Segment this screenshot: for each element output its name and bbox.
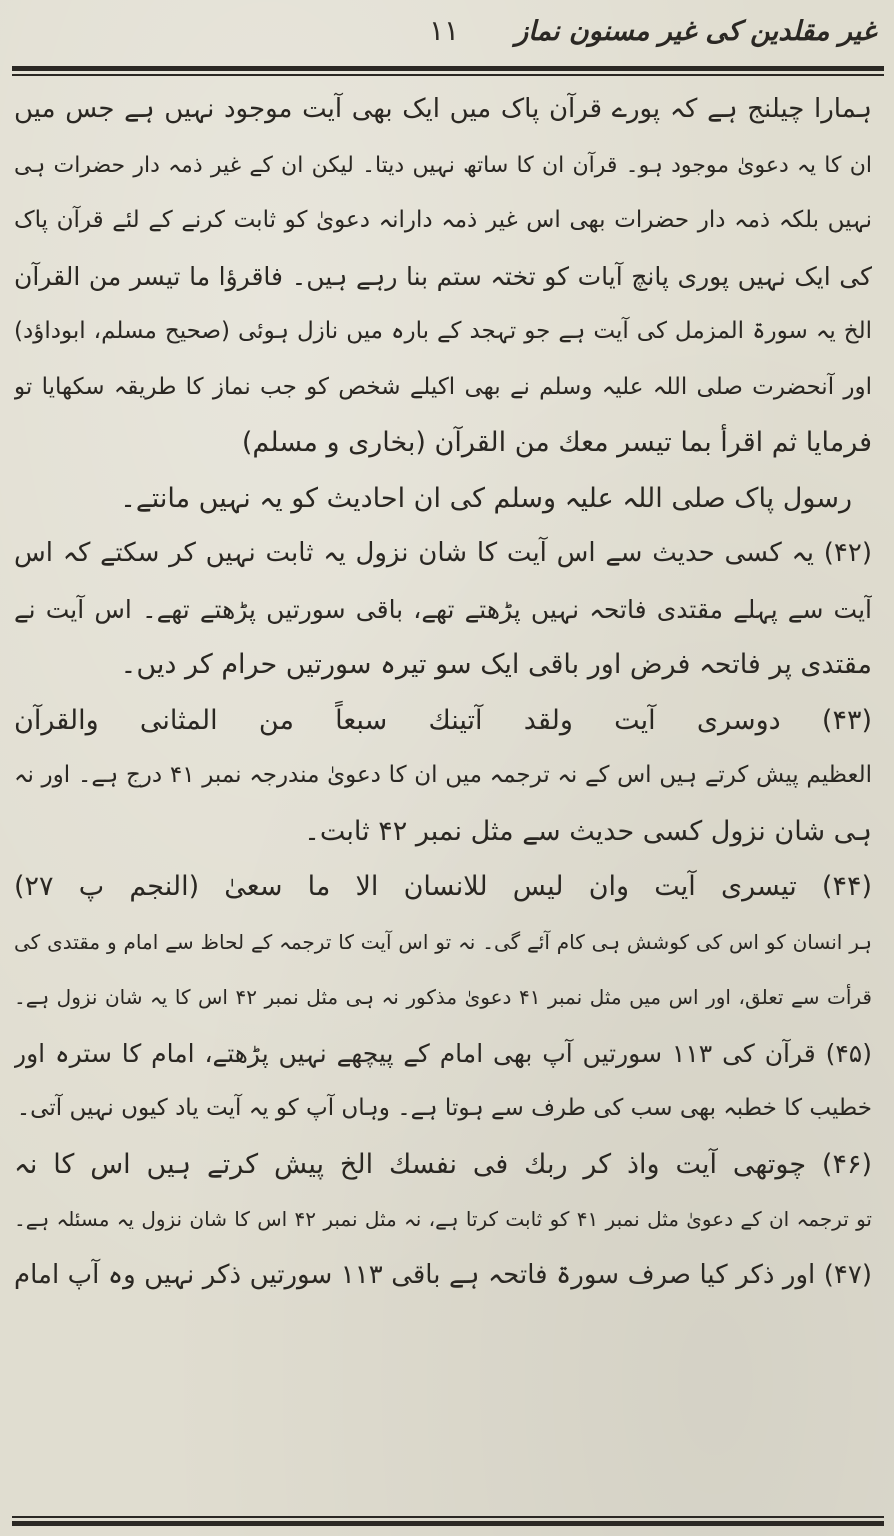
footer-rule-thick <box>12 1521 884 1526</box>
text-line: آیت سے پہلے مقتدی فاتحہ نہیں پڑھتے تھے، باقی سورتیں پڑھتے تھے۔ اس آیت نے <box>14 594 872 624</box>
text-line: العظیم پیش کرتے ہیں اس کے نہ ترجمہ میں ان کا دعویٰ مندرجہ نمبر ۴۱ درج ہے۔ اور نہ <box>14 762 872 788</box>
text-line: فرمایا ثم اقرأ بما تیسر معك من القرآن (بخاری و مسلم) <box>241 427 872 458</box>
text-line: قرأت سے تعلق، اور اس میں مثل نمبر ۴۱ دعویٰ مذکور نہ ہی مثل نمبر ۴۲ اس کا یہ شان نزول ہے۔ <box>14 985 872 1009</box>
body-text <box>14 82 872 1512</box>
text-line: اور آنحضرت صلی اللہ علیہ وسلم نے بھی اکیلے شخص کو جب نماز کا طریقہ سکھایا تو <box>14 373 872 400</box>
text-line: الخ یہ سورۃ المزمل کی آیت ہے جو تہجد کے بارہ میں نازل ہوئی (صحیح مسلم، ابوداؤد) <box>14 318 872 344</box>
text-line: ہر انسان کو اس کی کوشش ہی کام آئے گی۔ نہ تو اس آیت کا ترجمہ کے لحاظ سے امام و مقتدی کی <box>14 929 872 954</box>
text-line: خطیب کا خطبہ بھی سب کی طرف سے ہوتا ہے۔ وہاں آپ کو یہ آیت یاد کیوں نہیں آتی۔ <box>16 1095 872 1121</box>
footer-rule-thin <box>12 1516 884 1518</box>
text-line: ہمارا چیلنج ہے کہ پورے قرآن پاک میں ایک بھی آیت موجود نہیں ہے جس میں <box>14 94 872 124</box>
text-line: (۴۶) چوتھی آیت واذ کر ربك فی نفسك الخ پیش کرتے ہیں اس کا نہ <box>14 1148 872 1180</box>
running-title: غیر مقلدین کی غیر مسنون نماز <box>515 16 876 47</box>
text-line: رسول پاک صلی اللہ علیہ وسلم کی ان احادیث کو یہ نہیں مانتے۔ <box>120 482 852 514</box>
header-rule-thick <box>12 66 884 71</box>
text-line: ہی شان نزول کسی حدیث سے مثل نمبر ۴۲ ثابت۔ <box>304 815 872 847</box>
text-line: (۴۵) قرآن کی ۱۱۳ سورتیں آپ بھی امام کے پیچھے نہیں پڑھتے، امام کا سترہ اور <box>14 1038 872 1068</box>
header-rule-thin <box>12 74 884 76</box>
text-line: کی ایک نہیں پوری پانچ آیات کو تختہ ستم بنا رہے ہیں۔ فاقرؤا ما تیسر من القرآن <box>14 261 872 291</box>
text-line: (۴۴) تیسری آیت وان لیس للانسان الا ما سعیٰ (النجم پ ۲۷) <box>14 871 872 902</box>
text-line: (۴۲) یہ کسی حدیث سے اس آیت کا شان نزول یہ ثابت نہیں کر سکتے کہ اس <box>14 538 872 568</box>
text-line: تو ترجمہ ان کے دعویٰ مثل نمبر ۴۱ کو ثابت کرتا ہے، نہ مثل نمبر ۴۲ اس کا شان نزول یہ مسئلہ ہے۔ <box>14 1207 872 1231</box>
text-line: نہیں بلکہ ذمہ دار حضرات بھی اس غیر ذمہ دارانہ دعویٰ کو ثابت کرنے کے لئے قرآن پاک <box>14 207 872 233</box>
page-number: ۱۱ <box>429 14 460 47</box>
page-header <box>24 14 876 58</box>
text-line: مقتدی پر فاتحہ فرض اور باقی ایک سو تیرہ سورتیں حرام کر دیں۔ <box>120 649 872 680</box>
text-line: (۴۷) اور ذکر کیا صرف سورۃ فاتحہ ہے باقی ۱۱۳ سورتیں ذکر نہیں وہ آپ امام <box>14 1259 872 1290</box>
text-line: (۴۳) دوسری آیت ولقد آتینك سبعاً من المثانی والقرآن <box>14 704 872 736</box>
text-line: ان کا یہ دعویٰ موجود ہو۔ قرآن ان کا ساتھ نہیں دیتا۔ لیکن ان کے غیر ذمہ دار حضرات ہی <box>14 152 872 178</box>
